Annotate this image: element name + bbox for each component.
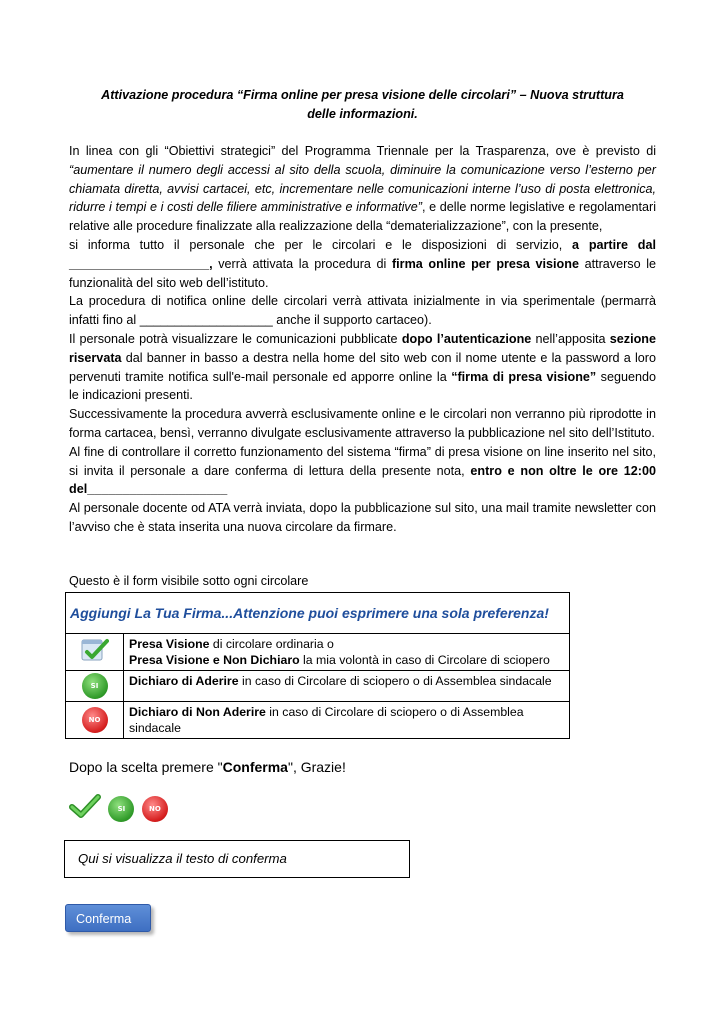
check-icon[interactable] [69,793,101,824]
procedure-name: firma online per presa visione [391,256,579,271]
text: , e delle norme legislative e regolamentari relative alle procedure finalizzate alla realizzazione della “dematerializzazione”, con la presente, [69,200,656,234]
emphasis: Conferma [222,759,288,775]
option-text: in caso di Circolare di sciopero o di Assemblea sindacale [238,674,552,688]
option-label: Dichiaro di Non Aderire [129,705,266,719]
option-non-aderire[interactable] [66,702,570,739]
form-heading: Aggiungi La Tua Firma...Attenzione puoi esprimere una sola preferenza! [66,593,570,634]
instruction-text [69,759,346,775]
text: seguendo le indicazioni presenti. [69,369,656,403]
option-icon-cell [66,702,124,739]
text: ", Grazie! [287,759,346,775]
option-description [124,702,570,739]
confirm-button[interactable]: Conferma [65,904,151,932]
option-aderire[interactable] [66,671,570,702]
paragraph-future: Successivamente la procedura avverrà esclusivamente online e le circolari non verranno più riprodotte in forma cartacea, bensì, verranno divulgate esclusivamente attraverso la pubblicazione nel sito dell’Istituto. [69,407,656,440]
emphasis: dopo l’autenticazione [401,331,532,346]
document-body [69,142,656,537]
option-icon-cell [66,634,124,671]
form-caption: Questo è il form visibile sotto ogni circolare [69,574,309,588]
option-text: la mia volontà in caso di Circolare di sciopero [299,653,550,667]
option-description [124,671,570,702]
paragraph-trial: La procedura di notifica online delle circolari verrà attivata inizialmente in via sperimentale (permarrà infatti fino al ___________________ anche il supporto cartaceo). [69,294,656,328]
option-icon-cell [66,671,124,702]
option-label: Presa Visione [129,637,210,651]
paragraph-announcement [69,236,656,292]
emphasis: “firma di presa visione” [451,369,597,384]
paragraph-deadline [69,443,656,499]
si-icon[interactable]: SI [108,796,134,822]
option-presa-visione[interactable] [66,634,570,671]
option-label: Dichiaro di Aderire [129,674,239,688]
text: Dopo la scelta premere " [69,759,223,775]
start-date: a partire dal ____________________, [69,237,656,271]
no-icon[interactable]: NO [82,707,108,733]
emphasis: sezione riservata [69,331,656,365]
paragraph-newsletter: Al personale docente od ATA verrà inviata, dopo la pubblicazione sul sito, una mail tramite newsletter con l’avviso che è stata inserita una nuova circolare da firmare. [69,501,656,534]
text: si informa tutto il personale che per le circolari e le disposizioni di servizio, [69,237,573,252]
paragraph-intro [69,142,656,236]
text: Al fine di controllare il corretto funzionamento del sistema “firma” di presa visione on line inserito nel sito, si invita il personale a dare conferma di lettura della presente nota, [69,444,656,478]
text: attraverso le funzionalità del sito web dell’istituto. [69,256,657,290]
quote: “aumentare il numero degli accessi al sito della scuola, diminuire la comunicazione verso l’esterno per chiamata diretta, avvisi cartacei, etc, incrementare nelle comunicazioni interne l’uso di posta elettronica, ridurre i tempi e i costi delle filiere amministrative e informative” [69,162,656,215]
page-title: Attivazione procedura “Firma online per presa visione delle circolari” – Nuova struttura delle informazioni. [101,88,624,121]
text: verrà attivata la procedura di [212,256,392,271]
paragraph-access [69,330,656,405]
no-icon[interactable]: NO [142,796,168,822]
option-label: Presa Visione e Non Dichiaro [129,653,300,667]
option-text: di circolare ordinaria o [209,637,334,651]
text: nell’apposita [531,331,610,346]
option-description [124,634,570,671]
text: In linea con gli “Obiettivi strategici” del Programma Triennale per la Trasparenza, ove è previsto di [69,144,656,158]
choice-icons [69,793,168,823]
checklist-check-icon[interactable] [81,637,109,663]
text: dal banner in basso a destra nella home del sito web con il nome utente e la password a loro pervenuti tramite notifica sull'e-mail personale ed apporre online la [69,350,656,384]
text: Il personale potrà visualizzare le comunicazioni pubblicate [69,331,402,346]
confirmation-text-box: Qui si visualizza il testo di conferma [64,840,410,878]
si-icon[interactable]: SI [82,673,108,699]
option-text: in caso di Circolare di sciopero o di Assemblea sindacale [129,705,524,735]
signature-form [65,592,570,739]
deadline: entro e non oltre le ore 12:00 del____________________ [69,463,657,497]
